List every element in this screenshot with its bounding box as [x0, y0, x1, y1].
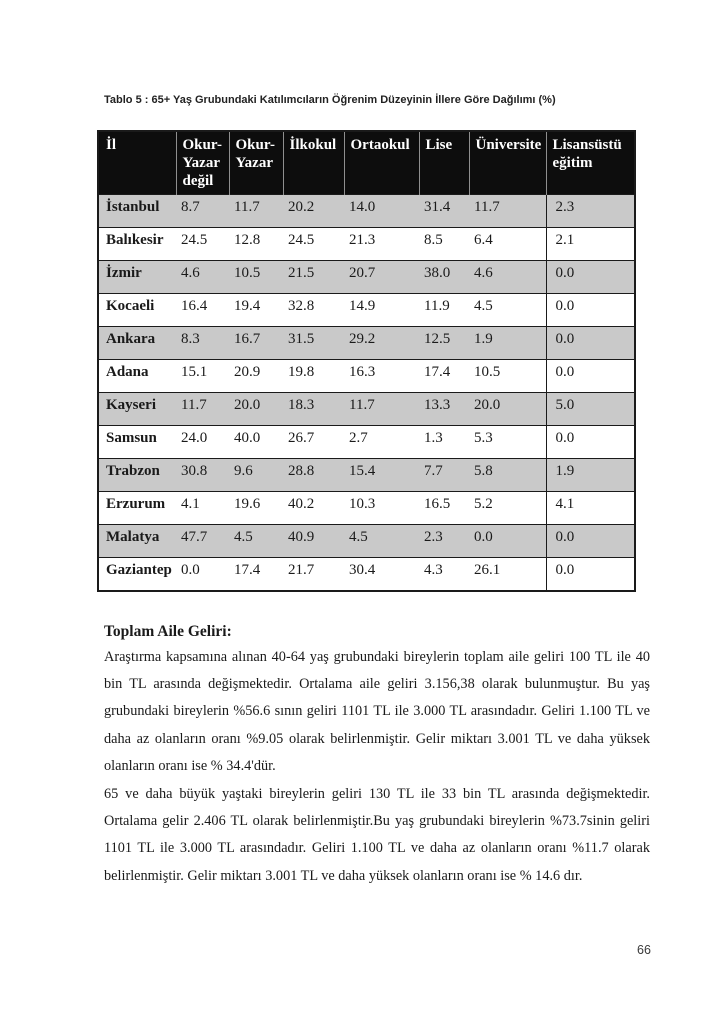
data-cell: 4.5	[234, 529, 253, 545]
data-cell: 8.7	[181, 199, 200, 215]
data-cell: 0.0	[181, 562, 200, 578]
data-cell: 18.3	[288, 397, 315, 413]
row-label-province: Balıkesir	[106, 232, 164, 248]
column-header-0: İl	[98, 131, 176, 195]
data-cell: 11.7	[349, 397, 375, 413]
data-cell: 16.7	[234, 331, 261, 347]
table-row	[98, 492, 635, 525]
data-cell: 2.3	[424, 529, 443, 545]
data-cell: 0.0	[546, 426, 635, 459]
column-header-7: Lisansüstü eğitim	[546, 131, 635, 195]
data-cell: 11.7	[234, 199, 260, 215]
data-cell: 29.2	[349, 331, 376, 347]
data-cell: 47.7	[181, 529, 208, 545]
data-cell: 9.6	[234, 463, 253, 479]
row-label-province: Kayseri	[106, 397, 156, 413]
data-cell: 2.1	[546, 228, 635, 261]
table-row	[98, 327, 635, 360]
data-cell: 28.8	[288, 463, 315, 479]
row-label-province: Ankara	[106, 331, 156, 347]
data-cell: 40.9	[288, 529, 315, 545]
data-cell: 8.3	[181, 331, 200, 347]
data-cell: 4.6	[181, 265, 200, 281]
table-header-row	[98, 131, 635, 195]
data-cell: 4.3	[424, 562, 443, 578]
table-row	[98, 525, 635, 558]
data-cell: 10.5	[474, 364, 501, 380]
column-header-4: Ortaokul	[344, 131, 419, 195]
data-cell: 11.7	[474, 199, 500, 215]
data-cell: 21.5	[288, 265, 315, 281]
data-cell: 15.4	[349, 463, 376, 479]
row-label-province: Trabzon	[106, 463, 160, 479]
data-cell: 19.4	[234, 298, 261, 314]
data-cell: 21.7	[288, 562, 315, 578]
data-cell: 20.9	[234, 364, 261, 380]
column-header-5: Lise	[419, 131, 469, 195]
table-row	[98, 426, 635, 459]
column-header-3: İlkokul	[283, 131, 344, 195]
data-cell: 5.0	[546, 393, 635, 426]
data-cell: 16.5	[424, 496, 451, 512]
data-cell: 0.0	[546, 327, 635, 360]
data-cell: 4.5	[474, 298, 493, 314]
data-cell: 38.0	[424, 265, 451, 281]
row-label-province: Malatya	[106, 529, 160, 545]
data-cell: 14.9	[349, 298, 376, 314]
data-cell: 11.9	[424, 298, 450, 314]
data-cell: 16.3	[349, 364, 376, 380]
data-cell: 0.0	[546, 261, 635, 294]
data-cell: 5.8	[474, 463, 493, 479]
row-label-province: Gaziantep	[106, 562, 172, 578]
data-cell: 20.0	[474, 397, 501, 413]
data-cell: 4.1	[546, 492, 635, 525]
table-row	[98, 393, 635, 426]
income-paragraph-40-64: Araştırma kapsamına alınan 40-64 yaş grubundaki bireylerin toplam aile geliri 100 TL ile 40 bin TL arasında değişmektedir. Ortalama aile geliri 3.156,38 olarak bulunmuştur. Bu yaş grubundaki bireylerin %56.6 sının geliri 1101 TL ile 3.000 TL arasındadır. Geliri 1.100 TL ve daha az olanların oranı %9.05 olarak belirlenmiştir. Gelir miktarı 3.001 TL ve daha yüksek olanların oranı ise % 34.4'dür.	[104, 649, 650, 774]
table-header	[98, 131, 635, 195]
row-label-province: Erzurum	[106, 496, 166, 512]
data-cell: 16.4	[181, 298, 208, 314]
data-cell: 4.6	[474, 265, 493, 281]
table-row	[98, 195, 635, 228]
table-caption: Tablo 5 : 65+ Yaş Grubundaki Katılımcıların Öğrenim Düzeyinin İllere Göre Dağılımı (%)	[104, 94, 556, 106]
data-cell: 8.5	[424, 232, 443, 248]
data-cell: 4.5	[349, 529, 368, 545]
data-cell: 24.5	[181, 232, 208, 248]
data-cell: 13.3	[424, 397, 451, 413]
income-paragraph-65plus: 65 ve daha büyük yaştaki bireylerin geliri 130 TL ile 33 bin TL arasında değişmektedir. Ortalama gelir 2.406 TL olarak belirlenmiştir.Bu yaş grubundaki bireylerin %73.7sinin geliri 1101 TL ile 3.000 TL arasındadır. Geliri 1.100 TL ve daha az olanların oranı %11.7 olarak belirlenmiştir. Gelir miktarı 3.001 TL ve daha yüksek olanların oranı ise % 14.6 dır.	[104, 786, 650, 884]
data-cell: 19.8	[288, 364, 315, 380]
data-cell: 20.2	[288, 199, 315, 215]
data-cell: 12.8	[234, 232, 261, 248]
data-cell: 2.7	[349, 430, 368, 446]
table-row	[98, 558, 635, 591]
table-row	[98, 261, 635, 294]
data-cell: 31.4	[424, 199, 451, 215]
data-cell: 20.0	[234, 397, 261, 413]
table-body	[98, 195, 635, 591]
table-row	[98, 228, 635, 261]
data-cell: 20.7	[349, 265, 376, 281]
data-cell: 0.0	[546, 294, 635, 327]
data-cell: 31.5	[288, 331, 315, 347]
data-cell: 0.0	[474, 529, 493, 545]
data-cell: 26.1	[474, 562, 501, 578]
data-cell: 1.9	[546, 459, 635, 492]
data-cell: 14.0	[349, 199, 376, 215]
data-cell: 11.7	[181, 397, 207, 413]
data-cell: 26.7	[288, 430, 315, 446]
data-cell: 1.3	[424, 430, 443, 446]
education-by-province-table	[97, 130, 636, 592]
table-row	[98, 459, 635, 492]
data-cell: 30.8	[181, 463, 208, 479]
row-label-province: Adana	[106, 364, 149, 380]
row-label-province: Kocaeli	[106, 298, 155, 314]
section-heading: Toplam Aile Geliri:	[104, 623, 232, 640]
data-cell: 6.4	[474, 232, 493, 248]
data-cell: 5.3	[474, 430, 493, 446]
data-cell: 7.7	[424, 463, 443, 479]
data-cell: 0.0	[546, 558, 635, 591]
row-label-province: İzmir	[106, 265, 142, 281]
data-cell: 24.5	[288, 232, 315, 248]
education-table-container	[97, 130, 636, 592]
data-cell: 12.5	[424, 331, 451, 347]
data-cell: 17.4	[234, 562, 261, 578]
data-cell: 0.0	[546, 360, 635, 393]
page-number: 66	[637, 943, 651, 957]
data-cell: 10.5	[234, 265, 261, 281]
data-cell: 24.0	[181, 430, 208, 446]
data-cell: 1.9	[474, 331, 493, 347]
data-cell: 5.2	[474, 496, 493, 512]
data-cell: 40.2	[288, 496, 315, 512]
data-cell: 4.1	[181, 496, 200, 512]
data-cell: 19.6	[234, 496, 261, 512]
column-header-2: Okur-Yazar	[229, 131, 283, 195]
row-label-province: İstanbul	[106, 199, 160, 215]
data-cell: 17.4	[424, 364, 451, 380]
data-cell: 40.0	[234, 430, 261, 446]
data-cell: 30.4	[349, 562, 376, 578]
table-row	[98, 360, 635, 393]
data-cell: 2.3	[546, 195, 635, 228]
data-cell: 10.3	[349, 496, 376, 512]
data-cell: 21.3	[349, 232, 376, 248]
table-row	[98, 294, 635, 327]
column-header-6: Üniversite	[469, 131, 546, 195]
row-label-province: Samsun	[106, 430, 157, 446]
data-cell: 0.0	[546, 525, 635, 558]
data-cell: 32.8	[288, 298, 315, 314]
column-header-1: Okur-Yazar değil	[176, 131, 229, 195]
data-cell: 15.1	[181, 364, 208, 380]
income-section	[104, 621, 650, 890]
